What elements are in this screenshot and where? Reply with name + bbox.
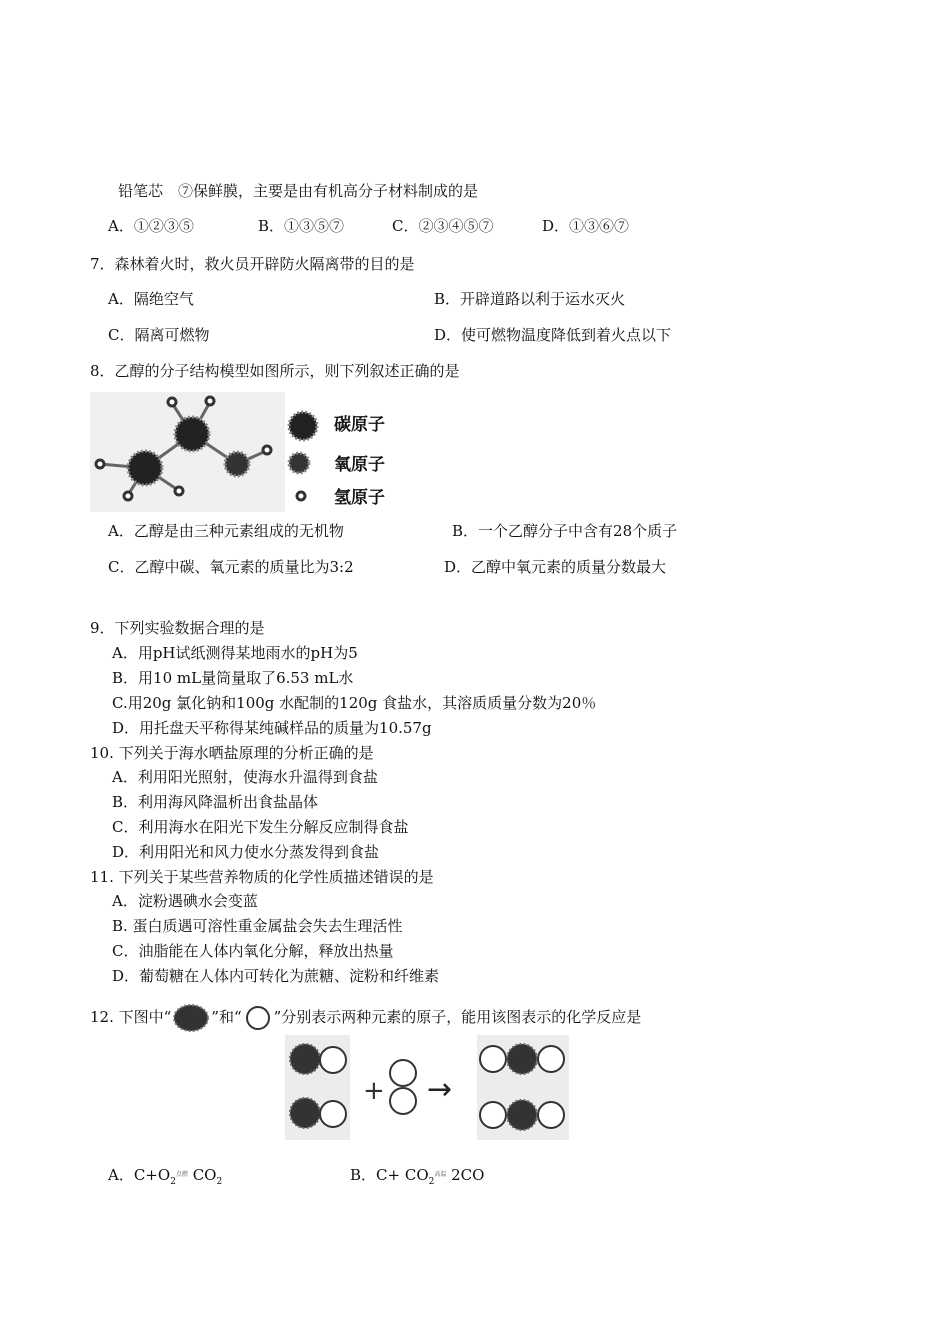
q12-option-a-condition: 点燃 <box>175 1171 188 1178</box>
q10-option-a: A．利用阳光照射，使海水升温得到食盐 <box>112 768 378 786</box>
q12-option-a-product-subscript: 2 <box>216 1177 223 1187</box>
q10-stem: 10. 下列关于海水晒盐原理的分析正确的是 <box>90 744 374 762</box>
plus-sign: + <box>363 1076 385 1106</box>
q12-reaction-diagram <box>285 1035 575 1140</box>
legend-oxygen: 氧原子 <box>334 455 385 475</box>
oxygen-atom-icon <box>225 452 249 476</box>
q9-stem: 9．下列实验数据合理的是 <box>90 619 265 637</box>
q10-option-b: B．利用海风降温析出食盐晶体 <box>112 793 319 811</box>
q8-option-d: D．乙醇中氧元素的质量分数最大 <box>444 558 667 576</box>
dark-atom-icon <box>171 1004 211 1032</box>
q12-option-b-condition: 高温 <box>434 1171 447 1178</box>
q9-option-b: B．用10 mL量筒量取了6.53 mL水 <box>112 669 354 687</box>
q7-option-b: B．开辟道路以利于运水灭火 <box>434 290 626 308</box>
q11-option-a: A．淀粉遇碘水会变蓝 <box>112 892 258 910</box>
q7-option-c: C．隔离可燃物 <box>108 326 210 344</box>
q9-option-a: A．用pH试纸测得某地雨水的pH为5 <box>112 644 358 662</box>
q11-option-b: B. 蛋白质遇可溶性重金属盐会失去生理活性 <box>112 917 403 935</box>
q6-stem-continuation: 铅笔芯 ⑦保鲜膜，主要是由有机高分子材料制成的是 <box>118 182 479 200</box>
q6-option-a: A．①②③⑤ <box>108 217 194 235</box>
reaction-arrow: → <box>427 1072 453 1107</box>
q12-stem-part2: ”和“ <box>211 1008 242 1026</box>
q12-option-b-subscript: 2 <box>428 1177 435 1187</box>
q12-option-a <box>108 1165 222 1192</box>
q12-stem <box>90 1004 641 1032</box>
q8-option-b: B．一个乙醇分子中含有28个质子 <box>452 522 678 540</box>
q6-option-c: C．②③④⑤⑦ <box>392 217 494 235</box>
q7-stem: 7．森林着火时，救火员开辟防火隔离带的目的是 <box>90 255 415 273</box>
product-molecule-1 <box>480 1044 564 1074</box>
q11-stem: 11. 下列关于某些营养物质的化学性质描述错误的是 <box>90 868 434 886</box>
q10-option-c: C．利用海水在阳光下发生分解反应制得食盐 <box>112 818 409 836</box>
q11-option-d: D．葡萄糖在人体内可转化为蔗糖、淀粉和纤维素 <box>112 967 440 985</box>
q6-option-b: B．①③⑤⑦ <box>258 217 345 235</box>
q12-stem-part3: ”分别表示两种元素的原子，能用该图表示的化学反应是 <box>273 1008 642 1026</box>
q7-option-d: D．使可燃物温度降低到着火点以下 <box>434 326 672 344</box>
q12-option-a-reactants: A．C+O <box>108 1166 171 1184</box>
q12-option-b <box>350 1165 484 1192</box>
reactant-oxygen-molecule <box>390 1060 416 1114</box>
q6-option-d: D．①③⑥⑦ <box>542 217 630 235</box>
product-molecule-2 <box>480 1100 564 1130</box>
q10-option-d: D．利用阳光和风力使水分蒸发得到食盐 <box>112 843 380 861</box>
q12-option-b-product: 2CO <box>446 1166 485 1184</box>
legend-carbon: 碳原子 <box>334 415 385 435</box>
q9-option-c: C.用20g 氯化钠和100g 水配制的120g 食盐水，其溶质质量分数为20％ <box>112 694 597 712</box>
q8-option-c: C．乙醇中碳、氧元素的质量比为3:2 <box>108 558 354 576</box>
q12-option-a-subscript: 2 <box>170 1177 176 1187</box>
q11-option-c: C．油脂能在人体内氧化分解，释放出热量 <box>112 942 394 960</box>
light-atom-icon <box>242 1004 274 1032</box>
q8-stem: 8．乙醇的分子结构模型如图所示，则下列叙述正确的是 <box>90 362 460 380</box>
q12-option-b-reactants: B．C+ CO <box>350 1166 429 1184</box>
q9-option-d: D．用托盘天平称得某纯碱样品的质量为10.57g <box>112 719 432 737</box>
q7-option-a: A．隔绝空气 <box>108 290 194 308</box>
q12-option-a-product: CO <box>187 1166 217 1184</box>
q12-stem-part1: 12. 下图中“ <box>90 1008 172 1026</box>
legend-hydrogen: 氢原子 <box>334 488 385 508</box>
q8-option-a: A．乙醇是由三种元素组成的无机物 <box>108 522 344 540</box>
